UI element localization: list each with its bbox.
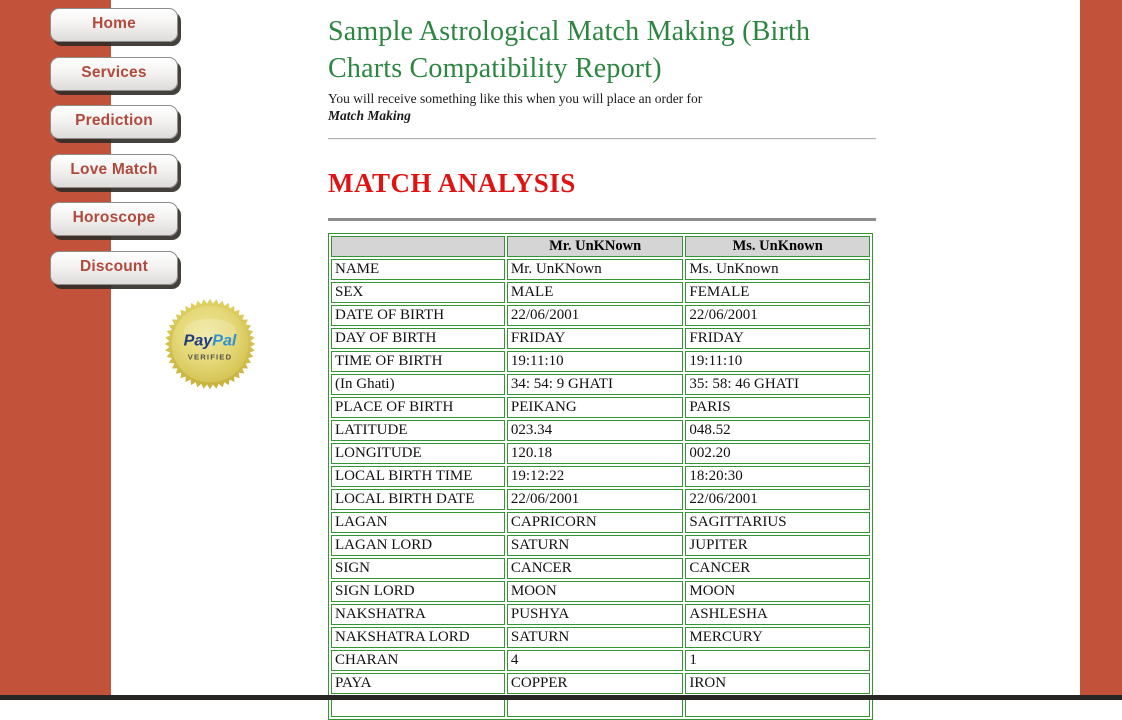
paypal-verified-badge[interactable]: [164, 297, 256, 391]
cell-value: 023.34: [507, 420, 684, 441]
table-row: [331, 443, 870, 464]
cell-value: 002.20: [685, 443, 870, 464]
row-label: SIGN LORD: [331, 581, 505, 602]
table-row: [331, 650, 870, 671]
row-label: SIGN: [331, 558, 505, 579]
row-label: LOCAL BIRTH TIME: [331, 466, 505, 487]
table-row: [331, 535, 870, 556]
row-label: NAKSHATRA: [331, 604, 505, 625]
table-row: [331, 328, 870, 349]
paypal-wordmark: PayPal: [183, 331, 237, 350]
sidebar-item-love-match[interactable]: Love Match: [50, 154, 178, 188]
cell-value: MERCURY: [685, 627, 870, 648]
header-empty: [331, 236, 505, 257]
cell-value: 22/06/2001: [685, 489, 870, 510]
cell-value: 19:12:22: [507, 466, 684, 487]
cell-value: SATURN: [507, 627, 684, 648]
sidebar-item-prediction[interactable]: Prediction: [50, 105, 178, 139]
row-label: DATE OF BIRTH: [331, 305, 505, 326]
table-row: [331, 305, 870, 326]
cell-value: IRON: [685, 673, 870, 694]
cell-value: CAPRICORN: [507, 512, 684, 533]
paypal-seal-graphic: [164, 297, 256, 391]
main-content: [328, 0, 876, 720]
sidebar-item-horoscope[interactable]: Horoscope: [50, 202, 178, 236]
table-head: [331, 236, 870, 257]
row-label: SEX: [331, 282, 505, 303]
cell-value: PUSHYA: [507, 604, 684, 625]
row-label: (In Ghati): [331, 374, 505, 395]
verified-label: VERIFIED: [187, 352, 233, 362]
table-row: [331, 512, 870, 533]
cell-value: SAGITTARIUS: [685, 512, 870, 533]
row-label: NAKSHATRA LORD: [331, 627, 505, 648]
subtitle-emphasis: Match Making: [328, 108, 411, 123]
row-label: LAGAN LORD: [331, 535, 505, 556]
cell-value: CANCER: [507, 558, 684, 579]
cell-value: 19:11:10: [507, 351, 684, 372]
cell-value: 34: 54: 9 GHATI: [507, 374, 684, 395]
cell-value: 1: [685, 650, 870, 671]
cell-value: ASHLESHA: [685, 604, 870, 625]
row-label: PLACE OF BIRTH: [331, 397, 505, 418]
cell-value: 4: [507, 650, 684, 671]
table-row: [331, 673, 870, 694]
row-label: DAY OF BIRTH: [331, 328, 505, 349]
cell-value: 22/06/2001: [507, 489, 684, 510]
cell-value: 22/06/2001: [507, 305, 684, 326]
table-row: [331, 259, 870, 280]
table-row: [331, 466, 870, 487]
cell-value: FRIDAY: [685, 328, 870, 349]
cell-value: MOON: [507, 581, 684, 602]
table-body: [331, 259, 870, 717]
cell-value: JUPITER: [685, 535, 870, 556]
table-row: [331, 558, 870, 579]
table-row: [331, 397, 870, 418]
divider-thick: [328, 218, 876, 221]
cell-value: PARIS: [685, 397, 870, 418]
cell-value: 22/06/2001: [685, 305, 870, 326]
sidebar-item-home[interactable]: Home: [50, 8, 178, 42]
cell-value: CANCER: [685, 558, 870, 579]
cell-value: MALE: [507, 282, 684, 303]
table-row: [331, 374, 870, 395]
cell-value: Ms. UnKnown: [685, 259, 870, 280]
table-row: [331, 351, 870, 372]
cell-value: PEIKANG: [507, 397, 684, 418]
cell-value: 35: 58: 46 GHATI: [685, 374, 870, 395]
table-row: [331, 604, 870, 625]
row-label: LONGITUDE: [331, 443, 505, 464]
row-label: NAME: [331, 259, 505, 280]
cell-value: MOON: [685, 581, 870, 602]
table-row: [331, 420, 870, 441]
divider-thin: [328, 138, 876, 140]
cell-value: FRIDAY: [507, 328, 684, 349]
bottom-window-edge: [0, 695, 1122, 700]
section-heading: MATCH ANALYSIS: [328, 168, 576, 198]
row-label: LAGAN: [331, 512, 505, 533]
row-label: LOCAL BIRTH DATE: [331, 489, 505, 510]
cell-value: 048.52: [685, 420, 870, 441]
row-label: PAYA: [331, 673, 505, 694]
cell-value: Mr. UnKNown: [507, 259, 684, 280]
table-row: [331, 627, 870, 648]
sidebar-item-discount[interactable]: Discount: [50, 251, 178, 285]
table-row: [331, 489, 870, 510]
cell-value: COPPER: [507, 673, 684, 694]
header-person-2: Ms. UnKnown: [685, 236, 870, 257]
sidebar-item-services[interactable]: Services: [50, 57, 178, 91]
row-label: LATITUDE: [331, 420, 505, 441]
subtitle-text: You will receive something like this when you will place an order for: [328, 91, 703, 106]
match-analysis-table: [328, 233, 873, 720]
cell-value: 18:20:30: [685, 466, 870, 487]
cell-value: 120.18: [507, 443, 684, 464]
table-row: [331, 282, 870, 303]
cell-value: FEMALE: [685, 282, 870, 303]
header-person-1: Mr. UnKNown: [507, 236, 684, 257]
row-label: CHARAN: [331, 650, 505, 671]
table-row: [331, 581, 870, 602]
row-label: TIME OF BIRTH: [331, 351, 505, 372]
cell-value: 19:11:10: [685, 351, 870, 372]
table-header-row: [331, 236, 870, 257]
cell-value: SATURN: [507, 535, 684, 556]
right-border-band: [1080, 0, 1122, 700]
page-title: Sample Astrological Match Making (Birth Charts Compatibility Report): [328, 16, 811, 84]
subtitle: [328, 90, 876, 124]
